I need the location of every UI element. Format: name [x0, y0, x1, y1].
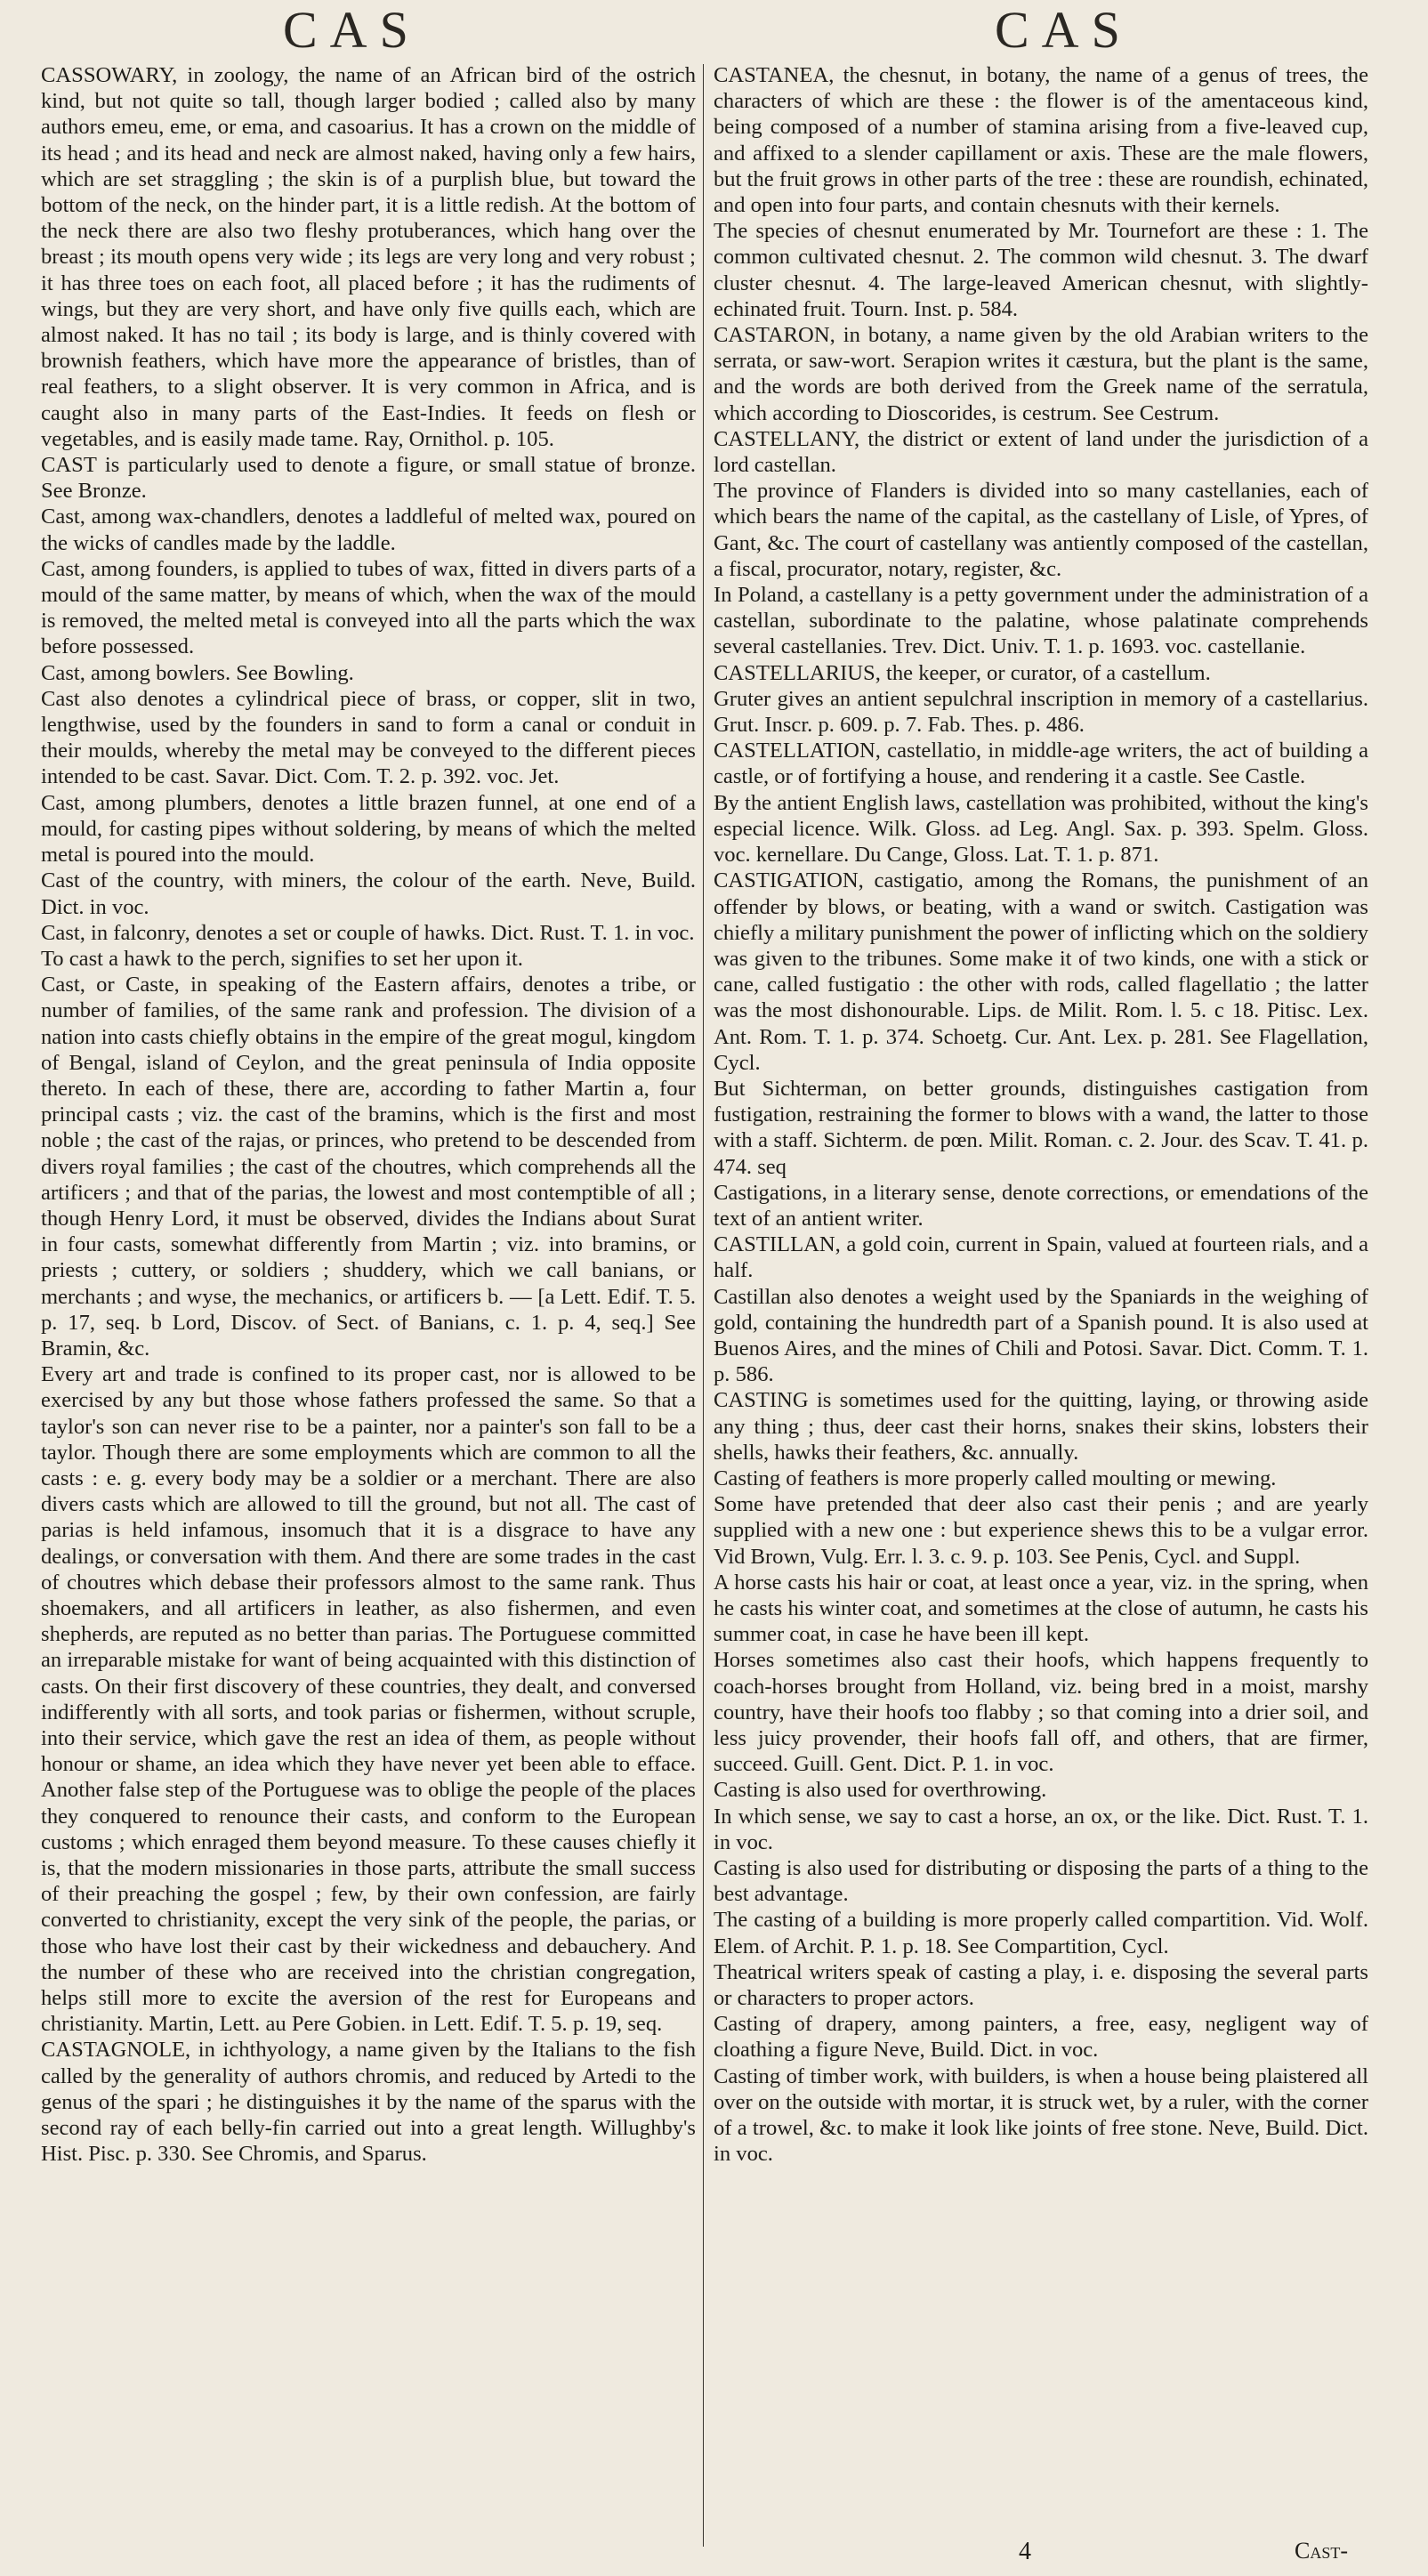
- entry-cast-country: Cast of the country, with miners, the colour of the earth. Neve, Build. Dict. in voc.: [41, 868, 696, 919]
- entry-cast-falconry: Cast, in falconry, denotes a set or couple of hawks. Dict. Rust. T. 1. in voc.: [41, 920, 695, 945]
- entry-castellation-laws: By the antient English laws, castellation was prohibited, without the king's especial licence. Wilk. Gloss. ad Leg. Angl. Sax. p. 393. Spelm. Gloss. voc. kernellare. Du Cange, Gloss. Lat. T. 1. p. 871.: [714, 790, 1368, 868]
- entry-casting-horse-ox: In which sense, we say to cast a horse, an ox, or the like. Dict. Rust. T. 1. in voc.: [714, 1804, 1368, 1854]
- entry-cast-brass: Cast also denotes a cylindrical piece of brass, or copper, slit in two, lengthwise, used by the founders in sand to form a canal or conduit in their moulds, whereby the metal may be conveyed to the different pieces intended to be cast. Savar. Dict. Com. T. 2. p. 392. voc. Jet.: [41, 686, 696, 789]
- entry-castaron: CASTARON, in botany, a name given by the old Arabian writers to the serrata, or saw-wort. Serapion writes it cæstura, but the plant is the same, and the words are both derived from the Greek name of the serratula, which according to Dioscorides, is cestrum. See Cestrum.: [714, 323, 1368, 425]
- entry-casting-deer: Some have pretended that deer also cast their penis ; and are yearly supplied with a new one : but experience shews this to be a vulgar error. Vid Brown, Vulg. Err. l. 3. c. 9. p. 103. See Penis, Cycl. and Suppl.: [714, 1492, 1368, 1569]
- entry-casting-distributing: Casting is also used for distributing or disposing the parts of a thing to the best advantage.: [714, 1856, 1368, 1907]
- running-head-left: CAS: [283, 1, 421, 59]
- running-head-right: CAS: [995, 1, 1133, 59]
- entry-casting-hoofs: Horses sometimes also cast their hoofs, which happens frequently to coach-horses brought from Holland, viz. being bred in a moist, marshy country, have their hoofs too flabby ; so that coming into a drier soil, and less juicy provender, their hoofs fall off, and others, that are firmer, succeed. Guill. Gent. Dict. P. 1. in voc.: [714, 1648, 1368, 1777]
- entry-casting-drapery: Casting of drapery, among painters, a free, easy, negligent way of cloathing a figure Neve, Build. Dict. in voc.: [714, 2012, 1368, 2063]
- entry-cast-plumbers: Cast, among plumbers, denotes a little brazen funnel, at one end of a mould, for casting pipes without soldering, by means of which the melted metal is poured into the mould.: [41, 790, 696, 868]
- entry-castellany: CASTELLANY, the district or extent of land under the jurisdiction of a lord castellan.: [714, 426, 1368, 478]
- entry-cast-founders: Cast, among founders, is applied to tubes of wax, fitted in divers parts of a mould of the same matter, by means of which, when the wax of the mould is removed, the melted metal is conveyed into all the parts which the wax before possessed.: [41, 556, 696, 659]
- entry-castanea-species: The species of chesnut enumerated by Mr. Tournefort are these : 1. The common cultivated chesnut. 2. The common wild chesnut. 3. The dwarf cluster chesnut. 4. The large-leaved American chesnut, with slightly-echinated fruit. Tourn. Inst. p. 584.: [714, 219, 1368, 321]
- entry-cast: CAST is particularly used to denote a figure, or small statue of bronze. See Bronze.: [41, 453, 696, 504]
- entry-cassowary: CASSOWARY, in zoology, the name of an African bird of the ostrich kind, but not quite so tall, though larger bodied ; called also by many authors emeu, eme, or ema, and casoarius. It has a crown on the middle of its head ; and its head and neck are almost naked, having only a few hairs, which are set straggling ; the skin is of a purplish blue, but toward the bottom of the neck, on the hinder part, it is a little redish. At the bottom of the neck there are also two fleshy protuberances, which hang over the breast ; its mouth opens very wide ; its legs are very long and very robust ; it has three toes on each foot, all placed before ; it has the rudiments of wings, but they are very short, and have only five quills each, which are almost naked. It has no tail ; its body is large, and is thinly covered with brownish feathers, which have more the appearance of bristles, than of real feathers, to a slight observer. It is very common in Africa, and is caught also in many parts of the East-Indies. It feeds on flesh or vegetables, and is easily made tame. Ray, Ornithol. p. 105.: [41, 63, 696, 451]
- entry-castellany-flanders: The province of Flanders is divided into so many castellanies, each of which bears the name of the capital, as the castellany of Lisle, of Ypres, of Gant, &c. The court of castellany was antiently composed of the castellan, a fiscal, procurator, notary, register, &c.: [714, 479, 1368, 581]
- entry-caste-continued: Every art and trade is confined to its proper cast, nor is allowed to be exercised by any but those whose fathers professed the same. So that a taylor's son can never rise to be a painter, nor a painter's son fall to be a taylor. Though there are some employments which are common to all the casts : e. g. every body may be a soldier or a merchant. There are also divers casts which are allowed to till the ground, but not all. The cast of parias is held infamous, insomuch that it is a disgrace to have any dealings, or conversation with them. And there are some trades in the cast of choutres which debase their professors almost to the same rank. Thus shoemakers, and all artificers in leather, as also fishermen, and even shepherds, are reputed as no better than parias. The Portuguese committed an irreparable mistake for want of being acquainted with this distinction of casts. On their first discovery of these countries, they dealt, and conversed indifferently with all sorts, and took parias or fishermen, without scruple, into their service, which gave the rest an idea of them, as people without honour or shame, an idea which they have never yet been able to efface. Another false step of the Portuguese was to oblige the people of the places they conquered to renounce their casts, and conform to the European customs ; which enraged them beyond measure. To these causes chiefly it is, that the modern missionaries in those parts, attribute the small success of their preaching the gospel ; few, by their own confession, are fairly converted to christianity, except the very sink of the people, the parias, or those who have lost their cast by their wickedness and debauchery. And the number of these who are received into the christian congregation, helps still more to excite the aversion of the rest for Europeans and christianity. Martin, Lett. au Pere Gobien. in Lett. Edif. T. 5. p. 19, seq.: [41, 1362, 696, 2037]
- entry-cast-hawk-perch: To cast a hawk to the perch, signifies to set her upon it.: [41, 946, 523, 971]
- entry-casting-overthrowing: Casting is also used for overthrowing.: [714, 1778, 1047, 1803]
- entry-castellation: CASTELLATION, castellatio, in middle-age writers, the act of building a castle, or of fortifying a house, and rendering it a castle. See Castle.: [714, 739, 1368, 789]
- entry-casting: CASTING is sometimes used for the quitting, laying, or throwing aside any thing ; thus, deer cast their horns, snakes their skins, lobsters their shells, hawks their feathers, &c. annually.: [714, 1388, 1368, 1465]
- entry-caste: Cast, or Caste, in speaking of the Eastern affairs, denotes a tribe, or number of families, of the same rank and profession. The division of a nation into casts chiefly obtains in the empire of the great mogul, kingdom of Bengal, island of Ceylon, and the great peninsula of India opposite thereto. In each of these, there are, according to father Martin a, four principal casts ; viz. the cast of the bramins, which is the first and most noble ; the cast of the rajas, or princes, who pretend to be descended from divers royal families ; the cast of the choutres, which comprehends all the artificers ; and that of the parias, the lowest and most contemptible of all ; though Henry Lord, it must be observed, divides the Indians about Surat in four casts, somewhat differently from Martin ; viz. into bramins, or priests ; cuttery, or soldiers ; shuddery, which we call banians, or merchants ; and wyse, the mechanics, or artificers b. — [a Lett. Edif. T. 5. p. 17, seq. b Lord, Discov. of Sect. of Banians, c. 1. p. 4, seq.] See Bramin, &c.: [41, 973, 696, 1361]
- entry-casting-horse-coat: A horse casts his hair or coat, at least once a year, viz. in the spring, when he casts his winter coat, and sometimes at the close of autumn, he casts his summer coat, in case he have been ill kept.: [714, 1570, 1368, 1647]
- entry-casting-feathers: Casting of feathers is more properly called moulting or mewing.: [714, 1466, 1277, 1490]
- entry-castellany-poland: In Poland, a castellany is a petty government under the administration of a castellan, subordinate to the palatine, whose palatinate comprehends several castellanies. Trev. Dict. Univ. T. 1. p. 1693. voc. castellanie.: [714, 583, 1368, 659]
- right-column: [714, 62, 1368, 2527]
- entry-castellarius-gruter: Gruter gives an antient sepulchral inscription in memory of a castellarius. Grut. Inscr. p. 609. p. 7. Fab. Thes. p. 486.: [714, 686, 1368, 738]
- entry-castanea: CASTANEA, the chesnut, in botany, the name of a genus of trees, the characters of which are these : the flower is of the amentaceous kind, being composed of a number of stamina arising from a five-leaved cup, and affixed to a slender capillament or axis. These are the male flowers, but the fruit grows in other parts of the tree : these are roundish, echinated, and open into four parts, and contain chesnuts with their kernels.: [714, 63, 1368, 218]
- entry-castigation: CASTIGATION, castigatio, among the Romans, the punishment of an offender by blows, or beating, with a wand or switch. Castigation was chiefly a military punishment the power of inflicting which on the soldiery was given to the tribunes. Some make it of two kinds, one with a stick or cane, called fustigatio : the other with rods, called flagellatio ; the latter was the most dishonourable. Lips. de Milit. Rom. l. 5. c 18. Pitisc. Lex. Ant. Rom. T. 1. p. 374. Schoetg. Cur. Ant. Lex. p. 281. See Flagellation, Cycl.: [714, 868, 1368, 1075]
- page-number: 4: [1019, 2538, 1031, 2565]
- column-divider: [703, 64, 704, 2547]
- entry-casting-play: Theatrical writers speak of casting a play, i. e. disposing the several parts or characters to proper actors.: [714, 1959, 1368, 2011]
- entry-castigations: Castigations, in a literary sense, denote corrections, or emendations of the text of an antient writer.: [714, 1180, 1368, 1231]
- entry-castagnole: CASTAGNOLE, in ichthyology, a name given by the Italians to the fish called by the generality of authors chromis, and reduced by Artedi to the genus of the spari ; he distinguishes it by the name of the sparus with the second ray of each belly-fin carried out into a great length. Willughby's Hist. Pisc. p. 330. See Chromis, and Sparus.: [41, 2038, 696, 2167]
- entry-casting-building: The casting of a building is more properly called compartition. Vid. Wolf. Elem. of Archit. P. 1. p. 18. See Compartition, Cycl.: [714, 1908, 1368, 1958]
- entry-castillan-weight: Castillan also denotes a weight used by the Spaniards in the weighing of gold, containing the hundredth part of a Spanish pound. It is also used at Buenos Aires, and the mines of Chili and Potosi. Savar. Dict. Comm. T. 1. p. 586.: [714, 1284, 1368, 1387]
- entry-castillan: CASTILLAN, a gold coin, current in Spain, valued at fourteen rials, and a half.: [714, 1232, 1368, 1283]
- entry-casting-timber: Casting of timber work, with builders, is when a house being plaistered all over on the outside with mortar, it is struck wet, by a ruler, with the corner of a trowel, &c. to make it look like joints of free stone. Neve, Build. Dict. in voc.: [714, 2063, 1368, 2167]
- entry-castellarius: CASTELLARIUS, the keeper, or curator, of a castellum.: [714, 660, 1211, 685]
- entry-castigation-sichterman: But Sichterman, on better grounds, distinguishes castigation from fustigation, restraining the former to blows with a wand, the latter to those with a staff. Sichterm. de pœn. Milit. Roman. c. 2. Jour. des Scav. T. 41. p. 474. seq: [714, 1076, 1368, 1179]
- left-column: [41, 62, 696, 2527]
- catchword: Cast-: [1295, 2538, 1349, 2564]
- entry-cast-wax-chandlers: Cast, among wax-chandlers, denotes a laddleful of melted wax, poured on the wicks of candles made by the laddle.: [41, 505, 696, 555]
- entry-cast-bowlers: Cast, among bowlers. See Bowling.: [41, 660, 354, 685]
